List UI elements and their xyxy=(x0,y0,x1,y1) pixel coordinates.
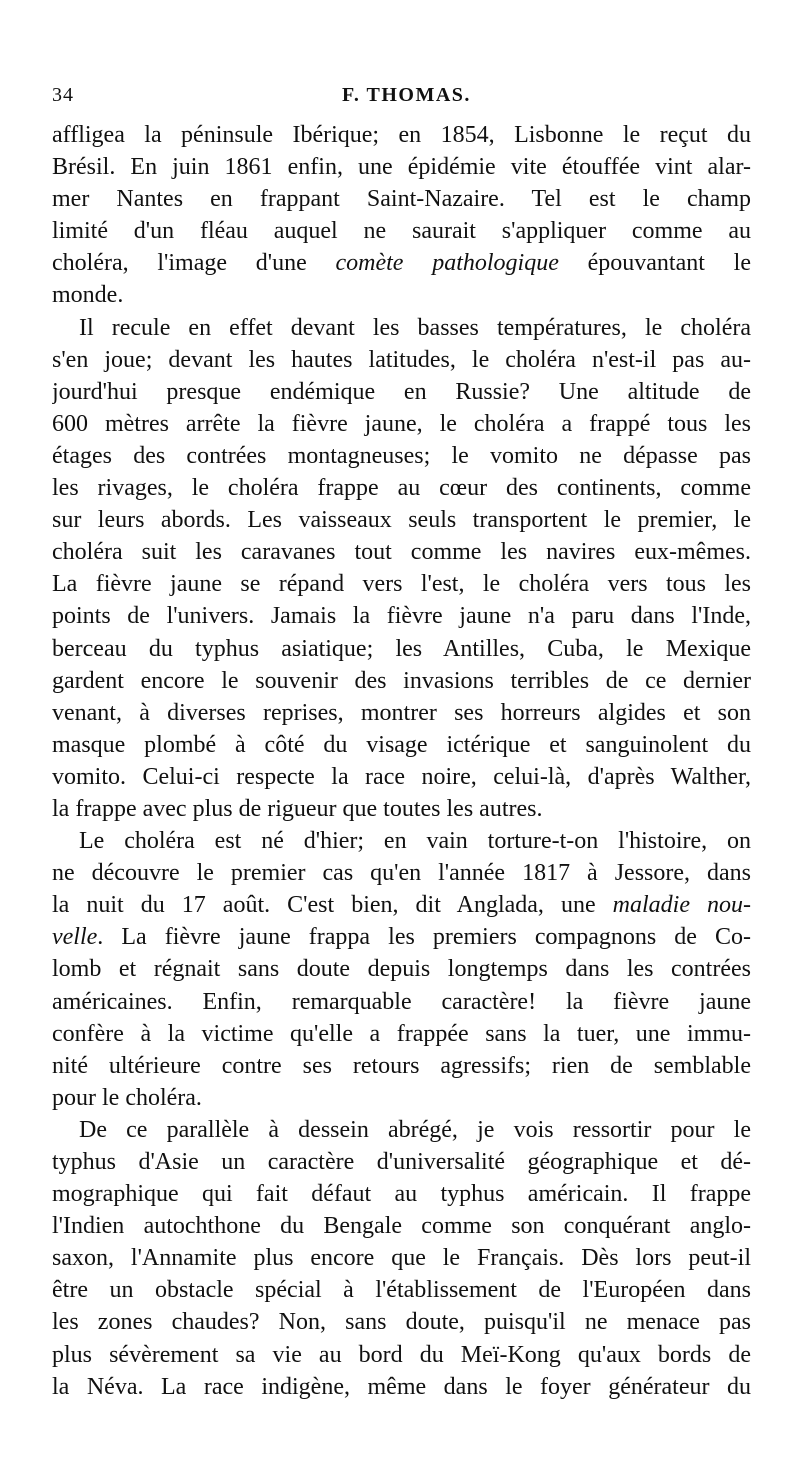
text-line: étages des contrées montagneuses; le vomito ne dépasse pas xyxy=(52,442,751,469)
italic-phrase: maladie nou- xyxy=(612,892,751,919)
text-line: saxon, l'Annamite plus encore que le Français. Dès lors peut-il xyxy=(52,1245,751,1272)
italic-phrase: comète pathologique xyxy=(335,250,559,277)
text-line: choléra suit les caravanes tout comme les navires eux-mêmes. xyxy=(52,539,751,566)
text-line: la Néva. La race indigène, même dans le foyer générateur du xyxy=(52,1373,751,1400)
text-line: jourd'hui presque endémique en Russie? Une altitude de xyxy=(52,378,751,405)
text-line: affligea la péninsule Ibérique; en 1854, Lisbonne le reçut du xyxy=(52,122,751,148)
text-line xyxy=(52,247,751,279)
running-title: F. THOMAS. xyxy=(342,84,471,106)
text-line: vomito. Celui-ci respecte la race noire, celui-là, d'après Walther, xyxy=(52,763,751,790)
text-line: berceau du typhus asiatique; les Antilles, Cuba, le Mexique xyxy=(52,635,751,662)
running-head xyxy=(52,84,752,108)
text-line: confère à la victime qu'elle a frappée sans la tuer, une immu- xyxy=(52,1020,751,1047)
text-line: pour le choléra. xyxy=(52,1084,202,1111)
text-line: les rivages, le choléra frappe au cœur des continents, comme xyxy=(52,475,751,502)
text-run: choléra, l'image d'une xyxy=(52,250,336,277)
text-line: s'en joue; devant les hautes latitudes, le choléra n'est-il pas au- xyxy=(52,346,751,373)
text-run: . La fièvre jaune frappa les premiers compagnons de Co- xyxy=(97,924,751,951)
text-line: masque plombé à côté du visage ictérique et sanguinolent du xyxy=(52,731,751,758)
text-line: l'Indien autochthone du Bengale comme son conquérant anglo- xyxy=(52,1213,751,1240)
text-line: mographique qui fait défaut au typhus américain. Il frappe xyxy=(52,1181,751,1208)
paragraph-first-line: Le choléra est né d'hier; en vain torture-t-on l'histoire, on xyxy=(79,828,751,855)
text-line: typhus d'Asie un caractère d'universalité géographique et dé- xyxy=(52,1149,751,1175)
text-line xyxy=(52,889,751,921)
text-line: ne découvre le premier cas qu'en l'année 1817 à Jessore, dans xyxy=(52,860,751,887)
text-line: gardent encore le souvenir des invasions terribles de ce dernier xyxy=(52,667,751,694)
text-line: limité d'un fléau auquel ne saurait s'appliquer comme au xyxy=(52,218,751,245)
page-number: 34 xyxy=(52,84,74,106)
text-line: points de l'univers. Jamais la fièvre jaune n'a paru dans l'Inde, xyxy=(52,603,751,630)
text-run: la nuit du 17 août. C'est bien, dit Anglada, une xyxy=(52,892,613,919)
text-line: venant, à diverses reprises, montrer ses horreurs algides et son xyxy=(52,699,751,726)
paragraph-first-line: De ce parallèle à dessein abrégé, je vois ressortir pour le xyxy=(79,1116,751,1143)
text-line: mer Nantes en frappant Saint-Nazaire. Tel est le champ xyxy=(52,186,751,213)
text-line: lomb et régnait sans doute depuis longtemps dans les contrées xyxy=(52,956,751,983)
text-run: épouvantant le xyxy=(558,250,751,277)
text-line: être un obstacle spécial à l'établissement de l'Européen dans xyxy=(52,1277,751,1304)
text-line: plus sévèrement sa vie au bord du Meï-Kong qu'aux bords de xyxy=(52,1341,751,1368)
text-line: Brésil. En juin 1861 enfin, une épidémie vite étouffée vint alar- xyxy=(52,154,751,181)
text-line: 600 mètres arrête la fièvre jaune, le choléra a frappé tous les xyxy=(52,410,751,437)
text-line: sur leurs abords. Les vaisseaux seuls transportent le premier, le xyxy=(52,507,751,534)
text-line: La fièvre jaune se répand vers l'est, le choléra vers tous les xyxy=(52,571,751,598)
text-line: américaines. Enfin, remarquable caractère! la fièvre jaune xyxy=(52,988,751,1015)
text-line: monde. xyxy=(52,282,124,309)
text-line: les zones chaudes? Non, sans doute, puisqu'il ne menace pas xyxy=(52,1309,751,1336)
text-line: la frappe avec plus de rigueur que toutes les autres. xyxy=(52,795,543,822)
body-text xyxy=(52,119,751,1403)
text-line xyxy=(52,921,751,953)
text-line: nité ultérieure contre ses retours agressifs; rien de semblable xyxy=(52,1052,751,1079)
italic-phrase: velle xyxy=(52,924,98,951)
paragraph-first-line: Il recule en effet devant les basses températures, le choléra xyxy=(79,314,751,341)
